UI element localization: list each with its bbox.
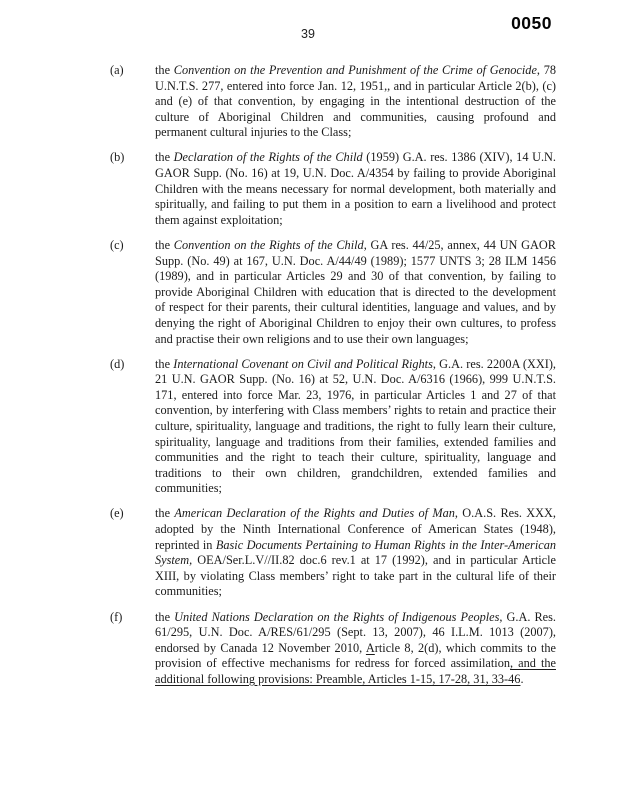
citation-title: American Declaration of the Rights and Duties of Man (174, 506, 455, 521)
list-paragraph (110, 506, 556, 600)
paragraph-label: (f) (110, 609, 123, 624)
paragraph-label: (e) (110, 506, 124, 521)
text-run: the (155, 150, 174, 165)
paragraph-label: (b) (110, 150, 125, 165)
text-run: , 78 U.N.T.S. 277, entered into force Jan. 12, 1951,, and in particular Article 2(b), (c) and (e) of that convention, by engaging in the intentional destruction of the culture of Aboriginal Children and communities, causing profound and permanent cultural injuries to the Class; (155, 63, 557, 140)
paragraph-text (155, 63, 556, 141)
text-run: rticle 8, 2(d), which commits to the provision of effective mechanisms for redress for forced assimilation (155, 640, 556, 671)
document-body (110, 63, 556, 697)
bates-stamp-number: 0050 (511, 13, 552, 33)
citation-title: Convention on the Prevention and Punishment of the Crime of Genocide (173, 63, 537, 77)
text-run: , G.A. res. 2200A (XXI), 21 U.N. GAOR Supp. (No. 16) at 52, U.N. Doc. A/6316 (1966), 999 U.N.T.S. 171, entered into force Mar. 23, 1976, in particular Articles 1 and 27 of that convention, by interfering with Class members’ rights to retain and practice their culture, spirituality, language and traditions, the right to fully learn their culture, spirituality, language and traditions from their families, extended families and communities and the right to teach their culture, spirituality, language and traditions to their own children, grandchildren, extended families and communities; (155, 356, 556, 496)
list-paragraph (110, 150, 556, 228)
paragraph-label: (c) (110, 237, 124, 252)
paragraph-label: (a) (110, 63, 124, 77)
paragraph-text (155, 150, 556, 228)
text-run: (1959) G.A. res. 1386 (XIV), 14 U.N. GAOR Supp. (No. 16) at 19, U.N. Doc. A/4354 by failing to provide Aboriginal Children with the means necessary for normal development, both materially and spiritually, and failing to put them in a position to earn a livelihood and protect them against exploitation; (155, 150, 556, 227)
citation-title: International Covenant on Civil and Political Rights (173, 356, 433, 371)
paragraph-label: (d) (110, 356, 125, 371)
underlined-text: A (365, 640, 375, 655)
list-paragraph (110, 238, 556, 347)
text-run: the (155, 356, 174, 371)
text-run: the (155, 609, 175, 624)
text-run: the (155, 63, 174, 77)
text-run: , GA res. 44/25, annex, 44 UN GAOR Supp. (No. 49) at 167, U.N. Doc. A/44/49 (1989); 1577 UNTS 3; 28 ILM 1456 (1989), and in particular Articles 29 and 30 of that convention, by failing to provide Aboriginal Children with education that is directed to the development of respect for their parents, their cultural identities, language and values, and by denying the right of Aboriginal Children to enjoy their own cultures, to profess and practise their own religions and to use their own languages; (155, 237, 556, 346)
text-run: , O.A.S. Res. XXX, adopted by the Ninth International Conference of American States (1948), reprinted in (155, 506, 557, 552)
paragraph-text (155, 238, 556, 347)
paragraph-text (155, 357, 556, 497)
list-paragraph (110, 357, 556, 497)
text-run: G.A. Res. 61/295, U.N. Doc. A/RES/61/295 (Sept. 13, 2007), 46 I.L.M. 1013 (2007), endorsed by Canada 12 November 2010, (155, 609, 556, 655)
text-run: the (155, 237, 174, 252)
text-run: the (155, 506, 175, 521)
citation-title: Declaration of the Rights of the Child (173, 150, 363, 165)
paragraph-text (155, 610, 556, 688)
list-paragraph (110, 610, 556, 688)
text-run: . (520, 671, 524, 686)
citation-title: Basic Documents Pertaining to Human Rights in the Inter-American System, (155, 537, 556, 568)
citation-title: Convention on the Rights of the Child (173, 237, 364, 252)
page-number: 39 (301, 27, 315, 41)
citation-title: United Nations Declaration on the Rights of Indigenous Peoples, (174, 609, 503, 624)
text-run: OEA/Ser.L.V//II.82 doc.6 rev.1 at 17 (1992), and in particular Article XIII, by violating Class members’ right to take part in the cultural life of their communities; (155, 553, 556, 599)
list-paragraph (110, 63, 556, 141)
paragraph-text (155, 506, 556, 600)
underlined-text: , and the additional following provisions: Preamble, Articles 1-15, 17-28, 31, 33-46 (155, 656, 556, 686)
